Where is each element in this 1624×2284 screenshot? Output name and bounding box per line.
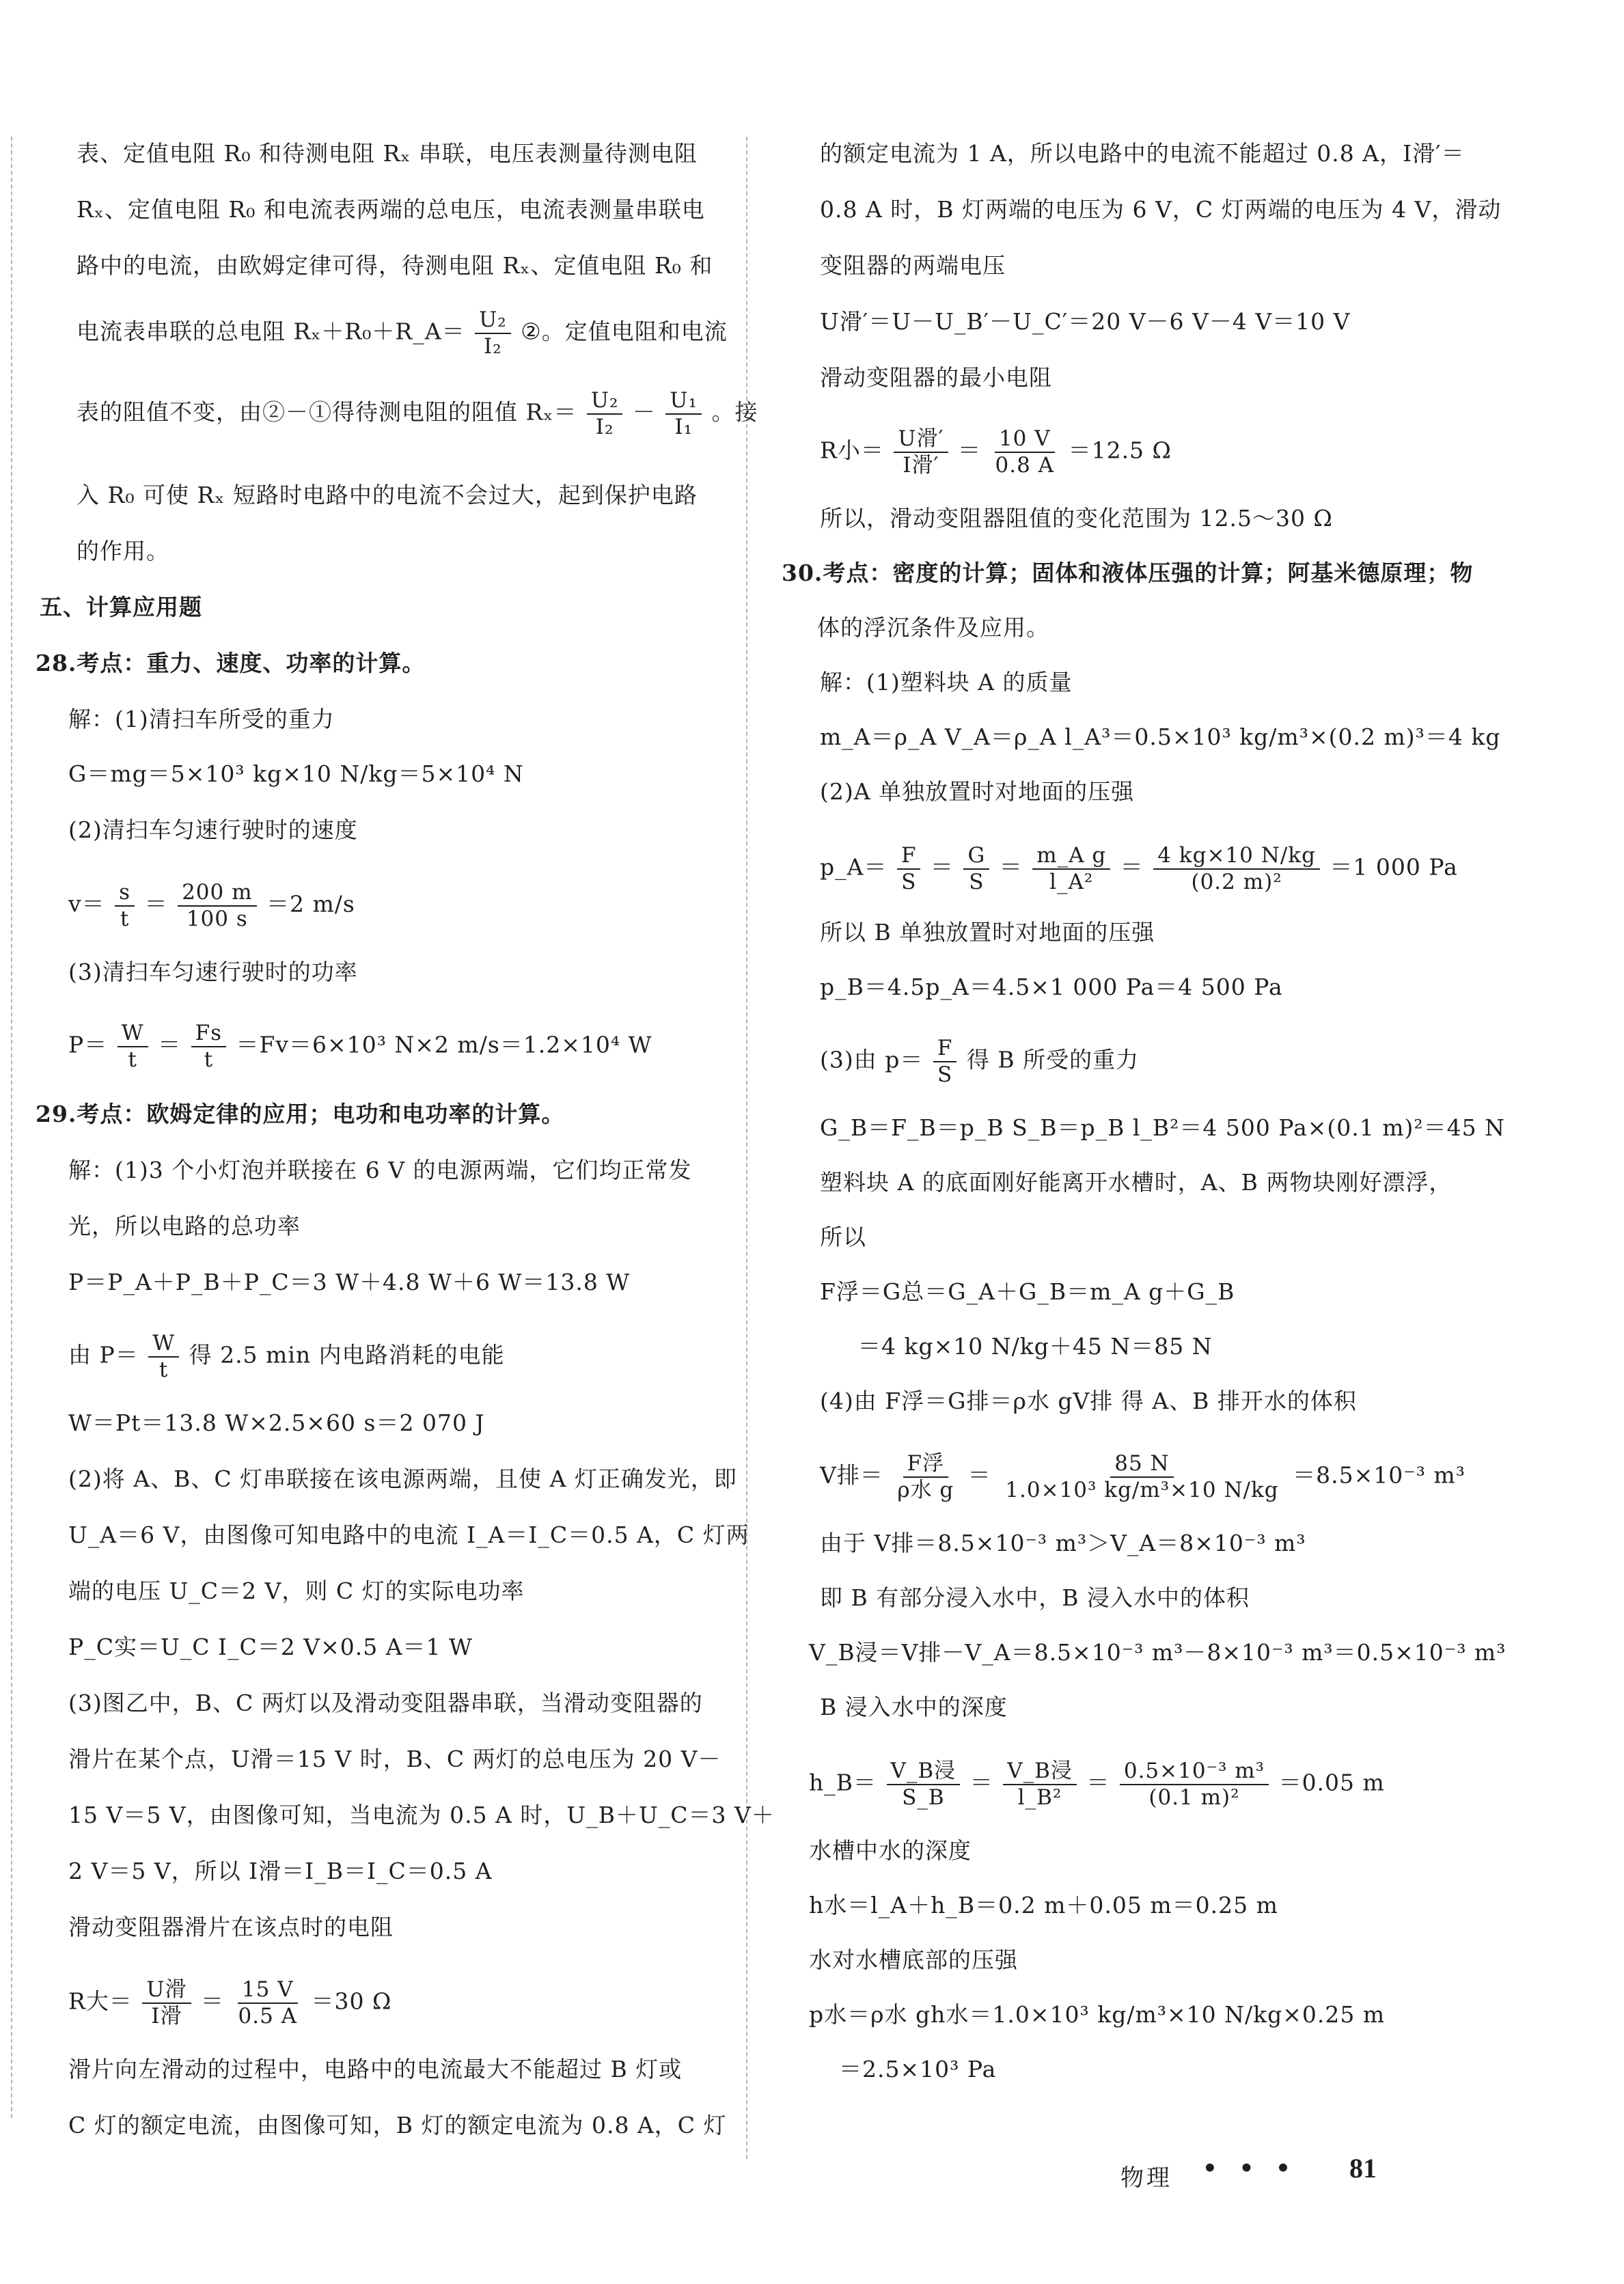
- text-line: 端的电压 U_C＝2 V，则 C 灯的实际电功率: [68, 1578, 525, 1604]
- fraction-numerator: G: [963, 844, 989, 870]
- text-line: 滑片向左滑动的过程中，电路中的电流最大不能超过 B 灯或: [68, 2056, 683, 2082]
- fraction-numerator: W: [148, 1332, 179, 1358]
- fraction-numerator: F: [897, 844, 921, 870]
- text-line: G_B＝F_B＝p_B S_B＝p_B l_B²＝4 500 Pa×(0.1 m)²＝45 N: [820, 1114, 1505, 1141]
- page-number: 81: [1349, 2153, 1377, 2184]
- text-segment: ＝12.5 Ω: [1068, 437, 1172, 464]
- fraction-denominator: I₂: [595, 414, 614, 439]
- section-heading: 五、计算应用题: [40, 594, 202, 620]
- text-line: B 浸入水中的深度: [820, 1694, 1008, 1720]
- text-line: V_B浸＝V排－V_A＝8.5×10⁻³ m³－8×10⁻³ m³＝0.5×10⁻³ m³: [809, 1639, 1506, 1666]
- equation-line: [77, 309, 728, 357]
- operator: ＝: [969, 1769, 993, 1796]
- fraction-denominator: t: [204, 1047, 214, 1072]
- text-segment: 得 2.5 min 内电路消耗的电能: [189, 1341, 505, 1368]
- text-line: U滑′＝U－U_B′－U_C′＝20 V－6 V－4 V＝10 V: [820, 308, 1351, 335]
- fraction: [118, 1022, 148, 1071]
- fraction-numerator: Fs: [191, 1022, 226, 1047]
- fraction: [234, 1979, 302, 2027]
- question-heading: 29.考点：欧姆定律的应用；电功和电功率的计算。: [36, 1101, 565, 1127]
- text-line: 的额定电流为 1 A，所以电路中的电流不能超过 0.8 A，I滑′＝: [820, 140, 1465, 167]
- text-line: P＝P_A＋P_B＋P_C＝3 W＋4.8 W＋6 W＝13.8 W: [68, 1269, 631, 1295]
- text-segment: 得 B 所受的重力: [966, 1046, 1140, 1073]
- text-segment: 表的阻值不变，由②－①得待测电阻的阻值 Rₓ＝: [77, 398, 577, 426]
- fraction: [191, 1022, 226, 1071]
- fraction-denominator: 1.0×10³ kg/m³×10 N/kg: [1005, 1477, 1279, 1502]
- fraction-denominator: I滑: [151, 2003, 182, 2028]
- text-segment: v＝: [68, 890, 105, 918]
- fraction-denominator: I₁: [674, 414, 693, 439]
- text-segment: 电流表串联的总电阻 Rₓ＋R₀＋R_A＝: [77, 318, 465, 345]
- operator: －: [632, 398, 656, 426]
- operator: ＝: [958, 437, 982, 464]
- text-line: p_B＝4.5p_A＝4.5×1 000 Pa＝4 500 Pa: [820, 974, 1283, 1000]
- column-divider-dashed-line: [746, 137, 747, 2159]
- text-line: 路中的电流，由欧姆定律可得，待测电阻 Rₓ、定值电阻 R₀ 和: [77, 252, 713, 279]
- fraction-denominator: (0.1 m)²: [1148, 1785, 1240, 1810]
- fraction-denominator: 0.5 A: [238, 2003, 298, 2028]
- operator: ＝: [967, 1461, 991, 1489]
- fraction: [1153, 844, 1320, 893]
- text-line: h水＝l_A＋h_B＝0.2 m＋0.05 m＝0.25 m: [809, 1892, 1278, 1918]
- operator: ＝: [201, 1987, 224, 2015]
- fraction: [665, 389, 702, 438]
- text-line: 入 R₀ 可使 Rₓ 短路时电路中的电流不会过大，起到保护电路: [77, 482, 698, 508]
- operator: ＝: [158, 1031, 182, 1058]
- fraction: [178, 881, 256, 930]
- text-line: 解：(1)3 个小灯泡并联接在 6 V 的电源两端，它们均正常发: [68, 1157, 692, 1183]
- text-segment: ＝30 Ω: [311, 1987, 392, 2015]
- fraction-numerator: F浮: [903, 1453, 949, 1478]
- fraction-numerator: 0.5×10⁻³ m³: [1120, 1760, 1269, 1785]
- fraction: [893, 1453, 958, 1501]
- fraction-numerator: 200 m: [178, 881, 256, 907]
- text-segment: h_B＝: [809, 1769, 877, 1796]
- equation-line: [68, 1979, 391, 2027]
- text-line: 0.8 A 时，B 灯两端的电压为 6 V，C 灯两端的电压为 4 V，滑动: [820, 196, 1502, 223]
- text-segment: R小＝: [820, 437, 884, 464]
- equation-line: [77, 389, 758, 438]
- text-line: (2)A 单独放置时对地面的压强: [820, 778, 1135, 805]
- fraction: [142, 1979, 191, 2027]
- fraction-denominator: I₂: [484, 333, 502, 359]
- equation-line: [68, 881, 355, 930]
- text-line: (3)图乙中，B、C 两灯以及滑动变阻器串联，当滑动变阻器的: [68, 1690, 703, 1716]
- text-line: (3)清扫车匀速行驶时的功率: [68, 959, 358, 985]
- text-segment: ＝0.05 m: [1278, 1769, 1385, 1796]
- footer-subject: 物理: [1120, 2164, 1172, 2192]
- fraction: [148, 1332, 179, 1381]
- equation-line: [68, 1332, 505, 1381]
- fraction-numerator: 4 kg×10 N/kg: [1153, 844, 1320, 870]
- text-line: 解：(1)塑料块 A 的质量: [820, 669, 1073, 696]
- fraction: [115, 881, 135, 930]
- operator: ＝: [1086, 1769, 1110, 1796]
- text-line: U_A＝6 V，由图像可知电路中的电流 I_A＝I_C＝0.5 A，C 灯两: [68, 1522, 749, 1548]
- operator: ＝: [930, 853, 954, 881]
- fraction-denominator: S: [937, 1062, 953, 1087]
- fraction: [475, 309, 511, 357]
- text-line: (4)由 F浮＝G排＝ρ水 gV排 得 A、B 排开水的体积: [820, 1388, 1357, 1414]
- text-line: 水对水槽底部的压强: [809, 1946, 1018, 1973]
- fraction-numerator: W: [118, 1022, 148, 1047]
- fraction-numerator: m_A g: [1032, 844, 1110, 870]
- fraction-denominator: I滑′: [903, 452, 939, 478]
- text-line: 滑动变阻器滑片在该点时的电阻: [68, 1914, 394, 1940]
- question-heading: 28.考点：重力、速度、功率的计算。: [36, 650, 426, 676]
- text-line: P_C实＝U_C I_C＝2 V×0.5 A＝1 W: [68, 1634, 473, 1660]
- fraction: [933, 1037, 957, 1086]
- operator: ＝: [999, 853, 1023, 881]
- text-line: 2 V＝5 V，所以 I滑＝I_B＝I_C＝0.5 A: [68, 1858, 493, 1884]
- text-line: p水＝ρ水 gh水＝1.0×10³ kg/m³×10 N/kg×0.25 m: [809, 2001, 1386, 2028]
- text-segment: R大＝: [68, 1987, 133, 2015]
- text-segment: 由 P＝: [68, 1341, 139, 1368]
- text-line: ＝2.5×10³ Pa: [839, 2056, 997, 2082]
- fraction-denominator: 100 s: [186, 906, 248, 931]
- fraction-numerator: F: [933, 1037, 957, 1062]
- fraction: [1120, 1760, 1269, 1808]
- operator: ＝: [144, 890, 168, 918]
- text-line: 所以，滑动变阻器阻值的变化范围为 12.5～30 Ω: [820, 505, 1333, 532]
- fraction: [1001, 1453, 1282, 1501]
- footer-dots: • • •: [1202, 2155, 1297, 2182]
- text-line: 15 V＝5 V，由图像可知，当电流为 0.5 A 时，U_B＋U_C＝3 V＋: [68, 1802, 775, 1828]
- text-segment: P＝: [68, 1031, 108, 1058]
- fraction-denominator: S: [901, 869, 917, 894]
- text-line: 即 B 有部分浸入水中，B 浸入水中的体积: [820, 1584, 1250, 1611]
- left-margin-dashed-line: [11, 137, 12, 2118]
- text-line: 滑片在某个点，U滑＝15 V 时，B、C 两灯的总电压为 20 V－: [68, 1746, 721, 1772]
- text-line: 水槽中水的深度: [809, 1837, 972, 1864]
- text-line: (2)清扫车匀速行驶时的速度: [68, 816, 358, 843]
- text-segment: ②。定值电阻和电流: [521, 318, 728, 345]
- text-segment: ＝8.5×10⁻³ m³: [1293, 1461, 1465, 1489]
- fraction-numerator: 10 V: [995, 428, 1055, 453]
- fraction: [1003, 1760, 1077, 1808]
- text-segment: p_A＝: [820, 853, 887, 881]
- text-line: ＝4 kg×10 N/kg＋45 N＝85 N: [858, 1333, 1213, 1360]
- text-line: 表、定值电阻 R₀ 和待测电阻 Rₓ 串联，电压表测量待测电阻: [77, 140, 698, 167]
- text-line: 所以 B 单独放置时对地面的压强: [820, 919, 1155, 946]
- text-line: 解：(1)清扫车所受的重力: [68, 706, 335, 732]
- text-line: 滑动变阻器的最小电阻: [820, 364, 1052, 391]
- fraction-numerator: U滑: [142, 1979, 191, 2004]
- text-line: 光，所以电路的总功率: [68, 1213, 301, 1239]
- fraction-denominator: t: [128, 1047, 137, 1072]
- fraction: [897, 844, 921, 893]
- equation-line: [820, 1037, 1139, 1086]
- fraction-denominator: l_A²: [1049, 869, 1094, 894]
- text-line: Rₓ、定值电阻 R₀ 和电流表两端的总电压，电流表测量串联电: [77, 196, 705, 223]
- fraction: [991, 428, 1059, 476]
- text-line: 所以: [820, 1224, 866, 1250]
- fraction-denominator: t: [159, 1357, 169, 1382]
- text-segment: ＝2 m/s: [266, 890, 355, 918]
- fraction-numerator: V_B浸: [1003, 1760, 1077, 1785]
- fraction-denominator: t: [120, 906, 130, 931]
- text-line: (2)将 A、B、C 灯串联接在该电源两端，且使 A 灯正确发光，即: [68, 1466, 737, 1492]
- fraction-numerator: s: [115, 881, 135, 907]
- text-line: m_A＝ρ_A V_A＝ρ_A l_A³＝0.5×10³ kg/m³×(0.2 m)³＝4 kg: [820, 724, 1501, 750]
- fraction-denominator: ρ水 g: [897, 1477, 954, 1502]
- text-segment: ＝1 000 Pa: [1330, 853, 1458, 881]
- operator: ＝: [1120, 853, 1144, 881]
- equation-line: [809, 1760, 1385, 1808]
- text-line: G＝mg＝5×10³ kg×10 N/kg＝5×10⁴ N: [68, 760, 524, 787]
- text-line: W＝Pt＝13.8 W×2.5×60 s＝2 070 J: [68, 1409, 485, 1436]
- text-segment: 。接: [711, 398, 758, 426]
- fraction-numerator: U₂: [475, 309, 511, 334]
- fraction-denominator: S: [969, 869, 985, 894]
- text-line: 的作用。: [77, 538, 169, 564]
- fraction: [887, 1760, 961, 1808]
- fraction: [1032, 844, 1110, 893]
- fraction-numerator: V_B浸: [887, 1760, 961, 1785]
- text-segment: ＝Fv＝6×10³ N×2 m/s＝1.2×10⁴ W: [236, 1031, 652, 1058]
- fraction-denominator: 0.8 A: [995, 452, 1055, 478]
- text-line: F浮＝G总＝G_A＋G_B＝m_A g＋G_B: [820, 1278, 1235, 1305]
- equation-line: [68, 1022, 652, 1071]
- fraction-numerator: 85 N: [1110, 1453, 1173, 1478]
- text-segment: (3)由 p＝: [820, 1046, 924, 1073]
- equation-line: [820, 844, 1458, 893]
- fraction: [894, 428, 948, 476]
- text-segment: V排＝: [820, 1461, 883, 1489]
- fraction-numerator: U₂: [587, 389, 623, 415]
- fraction-denominator: l_B²: [1017, 1785, 1062, 1810]
- fraction: [963, 844, 989, 893]
- equation-line: [820, 1453, 1465, 1501]
- text-line: 塑料块 A 的底面刚好能离开水槽时，A、B 两物块刚好漂浮，: [820, 1169, 1453, 1196]
- text-line: 变阻器的两端电压: [820, 252, 1006, 279]
- fraction-denominator: S_B: [902, 1785, 945, 1810]
- text-line: 由于 V排＝8.5×10⁻³ m³＞V_A＝8×10⁻³ m³: [820, 1530, 1306, 1556]
- text-line: C 灯的额定电流，由图像可知，B 灯的额定电流为 0.8 A，C 灯: [68, 2112, 727, 2138]
- fraction-numerator: U滑′: [894, 428, 948, 453]
- fraction: [587, 389, 623, 438]
- equation-line: [820, 428, 1172, 476]
- fraction-numerator: 15 V: [238, 1979, 298, 2004]
- text-line: 体的浮沉条件及应用。: [817, 614, 1049, 641]
- question-heading: 30.考点：密度的计算；固体和液体压强的计算；阿基米德原理；物: [782, 560, 1474, 586]
- fraction-numerator: U₁: [665, 389, 702, 415]
- fraction-denominator: (0.2 m)²: [1191, 869, 1282, 894]
